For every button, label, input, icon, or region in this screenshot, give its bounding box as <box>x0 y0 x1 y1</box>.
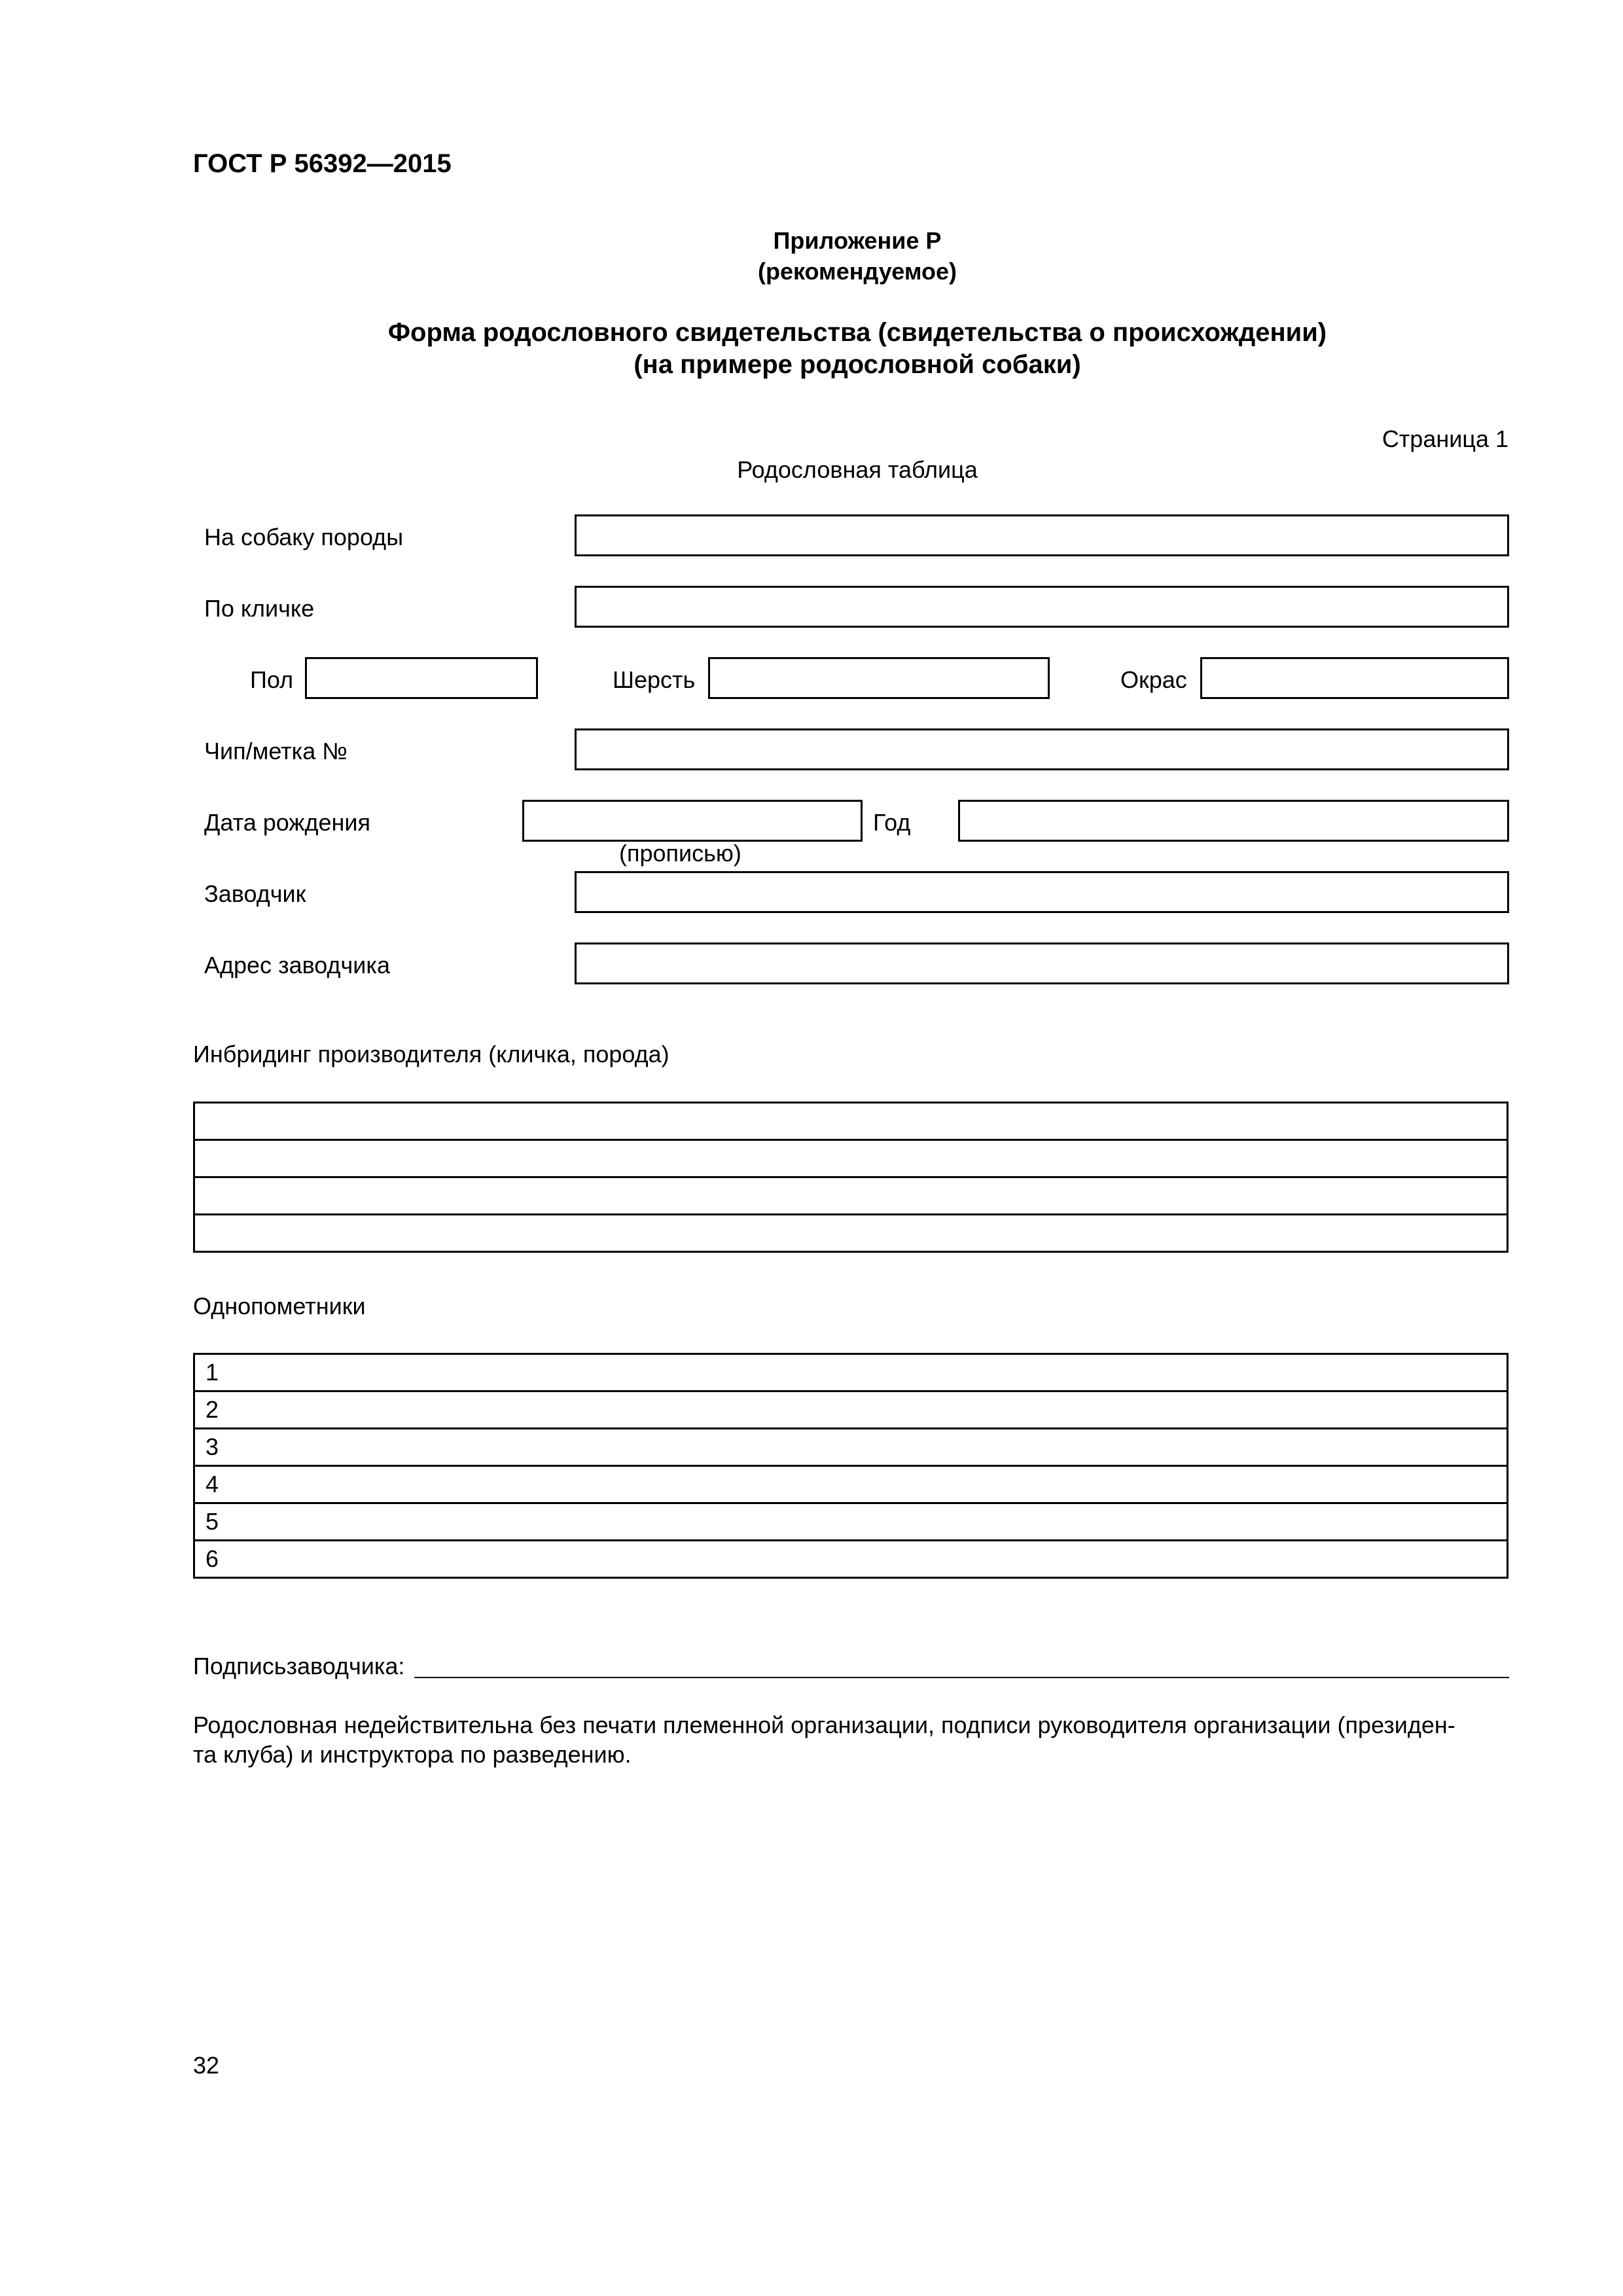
littermates-title: Однопометники <box>193 1293 366 1319</box>
littermate-cell[interactable]: 6 <box>194 1541 1508 1578</box>
table-row <box>194 1354 1508 1391</box>
appendix-title: Приложение Р <box>773 227 942 254</box>
breeder-address-label: Адрес заводчика <box>204 952 390 978</box>
form-title-line1: Форма родословного свидетельства (свидетельства о происхождении) <box>387 318 1327 347</box>
littermates-table <box>193 1353 1508 1579</box>
table-row <box>194 1215 1508 1252</box>
year-field[interactable] <box>958 800 1509 842</box>
table-row <box>194 1503 1508 1541</box>
sex-field[interactable] <box>305 657 538 699</box>
color-field[interactable] <box>1200 657 1509 699</box>
birth-date-label: Дата рождения <box>204 809 370 836</box>
footnote-line2: та клуба) и инструктора по разведению. <box>193 1741 632 1768</box>
table-row <box>194 1466 1508 1503</box>
page-label: Страница 1 <box>1382 425 1508 452</box>
inbreeding-table <box>193 1102 1508 1253</box>
standard-code: ГОСТ Р 56392—2015 <box>193 149 452 178</box>
breeder-label: Заводчик <box>204 880 306 907</box>
appendix-status: (рекомендуемое) <box>758 258 957 285</box>
breeder-field[interactable] <box>575 871 1509 913</box>
name-label: По кличке <box>204 595 315 622</box>
color-label: Окрас <box>1120 666 1187 693</box>
chip-label: Чип/метка № <box>204 738 348 764</box>
inbreeding-title: Инбридинг производителя (кличка, порода) <box>193 1041 669 1067</box>
littermate-cell[interactable]: 3 <box>194 1429 1508 1466</box>
table-row <box>194 1103 1508 1140</box>
table-row <box>194 1140 1508 1177</box>
chip-field[interactable] <box>575 728 1509 770</box>
name-field[interactable] <box>575 586 1509 628</box>
year-label: Год <box>873 809 911 836</box>
signature-line[interactable] <box>414 1677 1509 1678</box>
breed-label: На собаку породы <box>204 524 404 550</box>
breeder-address-field[interactable] <box>575 942 1509 984</box>
table-row <box>194 1429 1508 1466</box>
inbreeding-cell[interactable] <box>194 1103 1508 1140</box>
table-row <box>194 1541 1508 1578</box>
signature-label: Подписьзаводчика: <box>193 1653 405 1679</box>
table-row <box>194 1177 1508 1215</box>
birth-date-field[interactable] <box>522 800 863 842</box>
sex-label: Пол <box>250 666 294 693</box>
inbreeding-cell[interactable] <box>194 1215 1508 1252</box>
breed-field[interactable] <box>575 514 1509 556</box>
form-title-line2: (на примере родословной собаки) <box>633 350 1081 379</box>
page-number: 32 <box>193 2052 220 2079</box>
inbreeding-cell[interactable] <box>194 1140 1508 1177</box>
footnote-line1: Родословная недействительна без печати племенной организации, подписи руководителя организации (президен- <box>193 1712 1455 1738</box>
littermate-cell[interactable]: 1 <box>194 1354 1508 1391</box>
littermate-cell[interactable]: 5 <box>194 1503 1508 1541</box>
table-row <box>194 1391 1508 1429</box>
coat-field[interactable] <box>708 657 1050 699</box>
inbreeding-cell[interactable] <box>194 1177 1508 1215</box>
littermate-cell[interactable]: 2 <box>194 1391 1508 1429</box>
littermate-cell[interactable]: 4 <box>194 1466 1508 1503</box>
in-words-note: (прописью) <box>619 840 741 867</box>
coat-label: Шерсть <box>613 666 696 693</box>
section-title: Родословная таблица <box>737 456 978 483</box>
